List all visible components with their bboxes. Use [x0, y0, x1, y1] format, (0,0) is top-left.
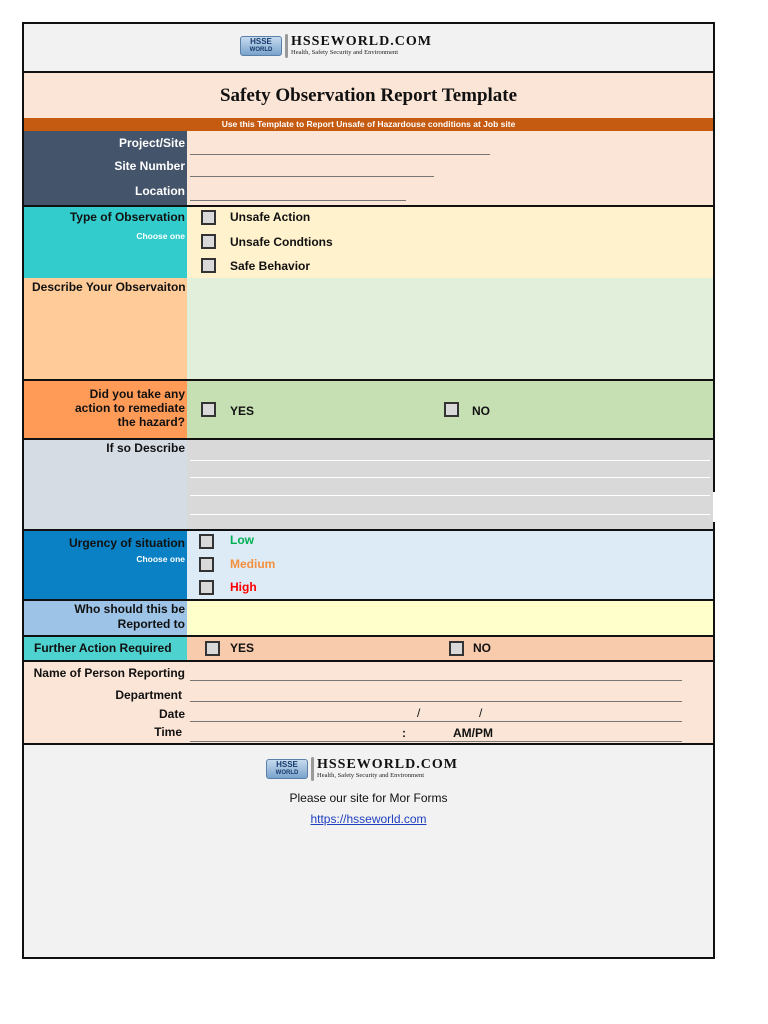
unsafe-action-label: Unsafe Action	[230, 210, 311, 224]
reported-to-field[interactable]	[187, 601, 713, 635]
urgency-label: Urgency of situation	[68, 536, 185, 550]
footer-logo-tagline: Health, Safety Security and Environment	[317, 772, 425, 780]
ampm-label: AM/PM	[453, 726, 493, 740]
unsafe-conditions-checkbox[interactable]	[201, 234, 216, 249]
remediate-no-checkbox[interactable]	[444, 402, 459, 417]
urgency-low-label: Low	[230, 533, 254, 547]
unsafe-action-checkbox[interactable]	[201, 210, 216, 225]
if-so-describe-label: If so Describe	[106, 441, 185, 455]
project-site-field[interactable]	[190, 154, 490, 155]
urgency-medium-checkbox[interactable]	[199, 557, 214, 572]
title-row	[24, 73, 713, 118]
footer-logo-name: HSSEWORLD.COM	[317, 757, 458, 773]
urgency-medium-label: Medium	[230, 557, 276, 571]
urgency-high-checkbox[interactable]	[199, 580, 214, 595]
if-so-describe-field[interactable]	[187, 440, 713, 529]
name-reporting-field[interactable]	[190, 680, 682, 681]
site-number-field[interactable]	[190, 176, 434, 177]
urgency-high-label: High	[230, 580, 257, 594]
date-field[interactable]	[190, 721, 682, 722]
urgency-low-checkbox[interactable]	[199, 534, 214, 549]
further-no-label: NO	[473, 641, 491, 655]
footer-logo	[266, 757, 458, 781]
remediate-yes-label: YES	[230, 404, 255, 418]
page-title: Safety Observation Report Template	[219, 85, 518, 106]
unsafe-conditions-label: Unsafe Condtions	[230, 235, 333, 249]
date-separator-1: /	[417, 706, 421, 720]
further-action-label: Further Action Required	[34, 641, 172, 655]
type-observation-label: Type of Observation	[69, 210, 185, 224]
time-label: Time	[154, 725, 182, 739]
form-sheet	[22, 22, 715, 959]
date-label: Date	[158, 707, 185, 721]
remediate-yes-checkbox[interactable]	[201, 402, 216, 417]
location-field[interactable]	[190, 200, 406, 201]
safe-behavior-checkbox[interactable]	[201, 258, 216, 273]
urgency-choose-hint: Choose one	[136, 554, 185, 564]
instruction-banner: Use this Template to Report Unsafe of Hazardouse conditions at Job site	[24, 118, 713, 131]
footer-text: Please our site for Mor Forms	[289, 791, 448, 805]
further-yes-label: YES	[230, 641, 255, 655]
globe-icon: HSSE WORLD	[240, 36, 282, 56]
type-choose-hint: Choose one	[136, 231, 185, 241]
logo-name: HSSEWORLD.COM	[291, 34, 432, 50]
header-logo	[240, 34, 432, 58]
describe-observation-label: Describe Your Observaiton	[32, 280, 186, 294]
further-no-checkbox[interactable]	[449, 641, 464, 656]
footer-link[interactable]: https://hsseworld.com	[310, 812, 427, 826]
remediate-label: Did you take any action to remediate the hazard?	[74, 387, 185, 429]
project-site-label: Project/Site	[118, 136, 185, 150]
further-yes-checkbox[interactable]	[205, 641, 220, 656]
globe-icon: HSSE WORLD	[266, 759, 308, 779]
safe-behavior-label: Safe Behavior	[230, 259, 311, 273]
reported-to-label: Who should this be Reported to	[74, 602, 185, 631]
department-field[interactable]	[190, 701, 682, 702]
remediate-no-label: NO	[472, 404, 490, 418]
department-label: Department	[115, 688, 182, 702]
time-separator: :	[402, 726, 406, 740]
describe-observation-field[interactable]	[187, 278, 713, 379]
name-reporting-label: Name of Person Reporting	[33, 666, 185, 680]
logo-tagline: Health, Safety Security and Environment	[291, 49, 399, 57]
date-separator-2: /	[479, 706, 483, 720]
site-number-label: Site Number	[114, 159, 185, 173]
location-label: Location	[135, 184, 185, 198]
time-field[interactable]	[190, 741, 682, 742]
